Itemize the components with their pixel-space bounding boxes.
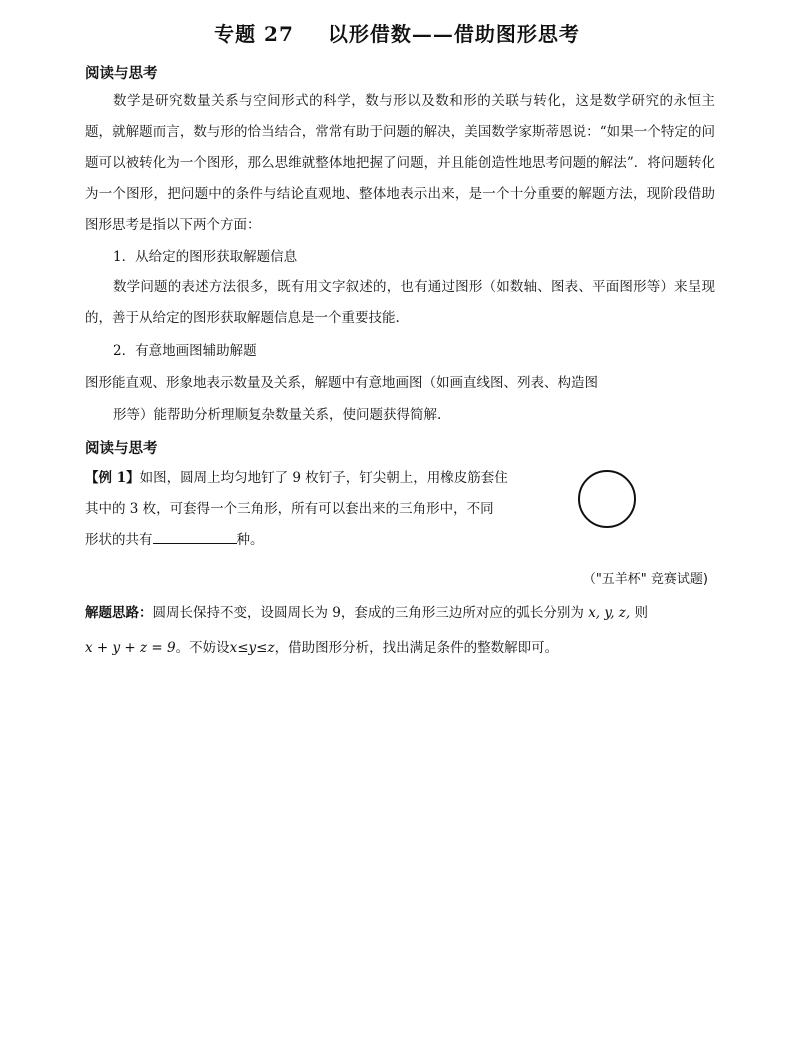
item2-line2: 形等）能帮助分析理顺复杂数量关系，使问题获得简解.: [113, 407, 442, 423]
hint-text: 圆周长保持不变，设圆周长为 9，套成的三角形三边所对应的弧长分别为: [152, 605, 584, 621]
hint-text: 。不妨设: [175, 640, 230, 656]
page-title: [0, 18, 794, 47]
nail-circle-figure: [578, 470, 636, 528]
item2-title: 2．有意地画图辅助解题: [113, 343, 257, 359]
example-text: 形状的共有: [85, 532, 153, 548]
item1-line: 现的，善于从给定的图形获取解题信息是一个重要技能.: [85, 279, 715, 326]
example-line3: [85, 530, 264, 550]
intro-line: 问题转化为一个图形，把问题中的条件与结论直观地、整体地表示出来，是一个十分重要的解题方法，: [85, 155, 715, 202]
example-line1: [85, 468, 508, 488]
example-label: 【例 1】: [85, 470, 140, 486]
hint-equation: x + y + z = 9: [85, 640, 176, 656]
hint-text: 则: [630, 605, 649, 621]
hint-text: ，借助图形分析，找出满足条件的整数解即可。: [274, 640, 559, 656]
hint-inequality: x≤y≤z: [229, 640, 275, 656]
answer-blank[interactable]: [153, 531, 237, 544]
intro-line: 题，就解题而言，数与形的恰当结合，常常有助于问题的解决，美国数学家斯蒂恩说：“如果一个特定: [85, 124, 688, 140]
intro-line: 的问题可以被转化为一个图形，那么思维就整体地把握了问题，并且能创造性地思考问题的解法”．将: [85, 124, 715, 171]
section-heading-reading: 阅读与思考: [85, 65, 158, 82]
example-text: 如图，圆周上均匀地钉了 9 枚钉子，钉尖朝上，用橡皮筋套住: [139, 470, 508, 486]
section-heading-reading-2: 阅读与思考: [85, 440, 158, 457]
intro-line: 数学是研究数量关系与空间形式的科学，数与形以及数和形的关联与转化，这是数学研究的永恒主: [113, 93, 715, 109]
intro-line: 现阶段借助图形思考是指以下两个方面：: [85, 186, 716, 233]
item1-title: 1．从给定的图形获取解题信息: [113, 249, 298, 265]
topic-name: 以形借数——借助图形思考: [327, 22, 580, 46]
example-line2: 其中的 3 枚，可套得一个三角形，所有可以套出来的三角形中，不同: [85, 501, 494, 517]
hint-line2: [85, 638, 558, 658]
item1-paragraph: [85, 272, 715, 334]
hint-variables: x, y, z,: [588, 605, 631, 621]
hint-label: 解题思路：: [85, 605, 153, 621]
example-text: 种。: [236, 532, 264, 548]
intro-paragraph: [85, 86, 715, 241]
hint-line1: [85, 603, 648, 623]
item2-line1: 图形能直观、形象地表示数量及关系，解题中有意地画图（如画直线图、列表、构造图: [85, 375, 598, 391]
item1-line: 数学问题的表述方法很多，既有用文字叙述的，也有通过图形（如数轴、图表、平面图形等）来呈: [113, 279, 702, 295]
problem-source: （"五羊杯" 竞赛试题): [582, 572, 708, 587]
topic-number: 专题 27: [214, 22, 294, 46]
